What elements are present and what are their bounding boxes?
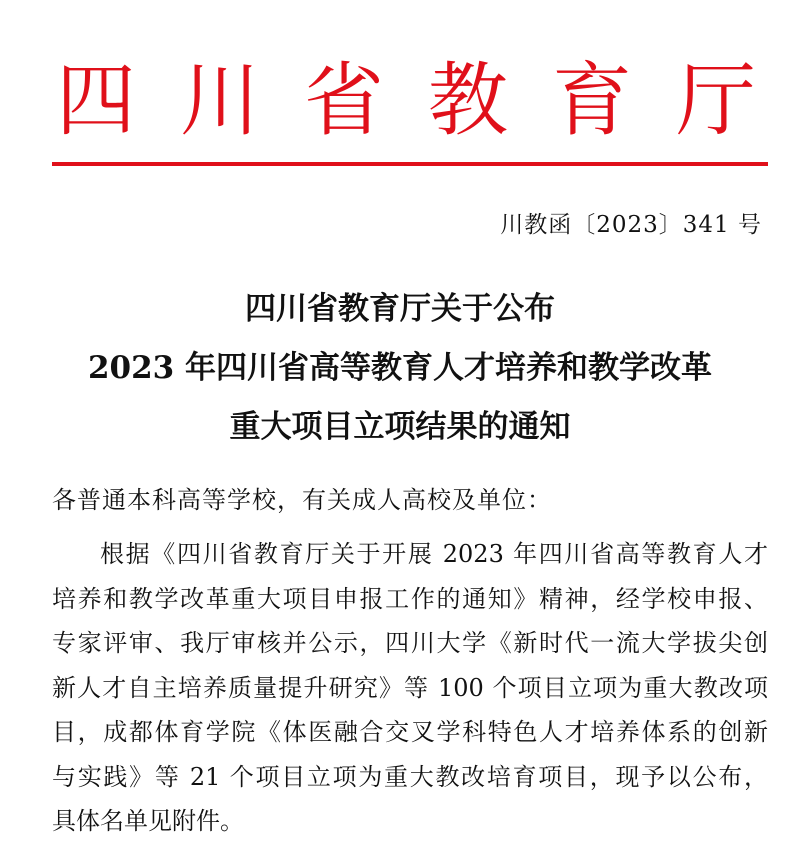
masthead-char: 育 [552,54,632,147]
masthead-char: 四 [56,54,136,147]
masthead [48,54,764,147]
masthead-char: 厅 [676,54,756,147]
body-line: 目，成都体育学院《体医融合交叉学科特色人才培养体系的创新 [52,718,768,746]
document-title [40,280,760,457]
body-line: 与实践》等 21 个项目立项为重大教改培育项目，现予以公布， [52,762,768,791]
red-divider [52,162,768,166]
body-line: 专家评审、我厅审核并公示，四川大学《新时代一流大学拔尖创 [52,629,768,657]
body-line: 新人才自主培养质量提升研究》等 100 个项目立项为重大教改项 [52,673,768,702]
body-line: 根据《四川省教育厅关于开展 2023 年四川省高等教育人才 [100,540,768,568]
title-line: 2023 年四川省高等教育人才培养和教学改革 [87,350,713,386]
title-line: 四川省教育厅关于公布 [245,291,555,327]
document-number: 川教函〔2023〕341 号 [500,212,762,238]
title-line: 重大项目立项结果的通知 [229,409,571,445]
body-paragraph [52,532,768,844]
body-line: 培养和教学改革重大项目申报工作的通知》精神，经学校申报、 [52,584,768,613]
salutation: 各普通本科高等学校，有关成人高校及单位： [52,486,552,514]
masthead-char: 教 [428,54,508,147]
masthead-char: 省 [304,54,384,147]
body-line: 具体名单见附件。 [52,807,244,835]
masthead-char: 川 [180,54,260,147]
